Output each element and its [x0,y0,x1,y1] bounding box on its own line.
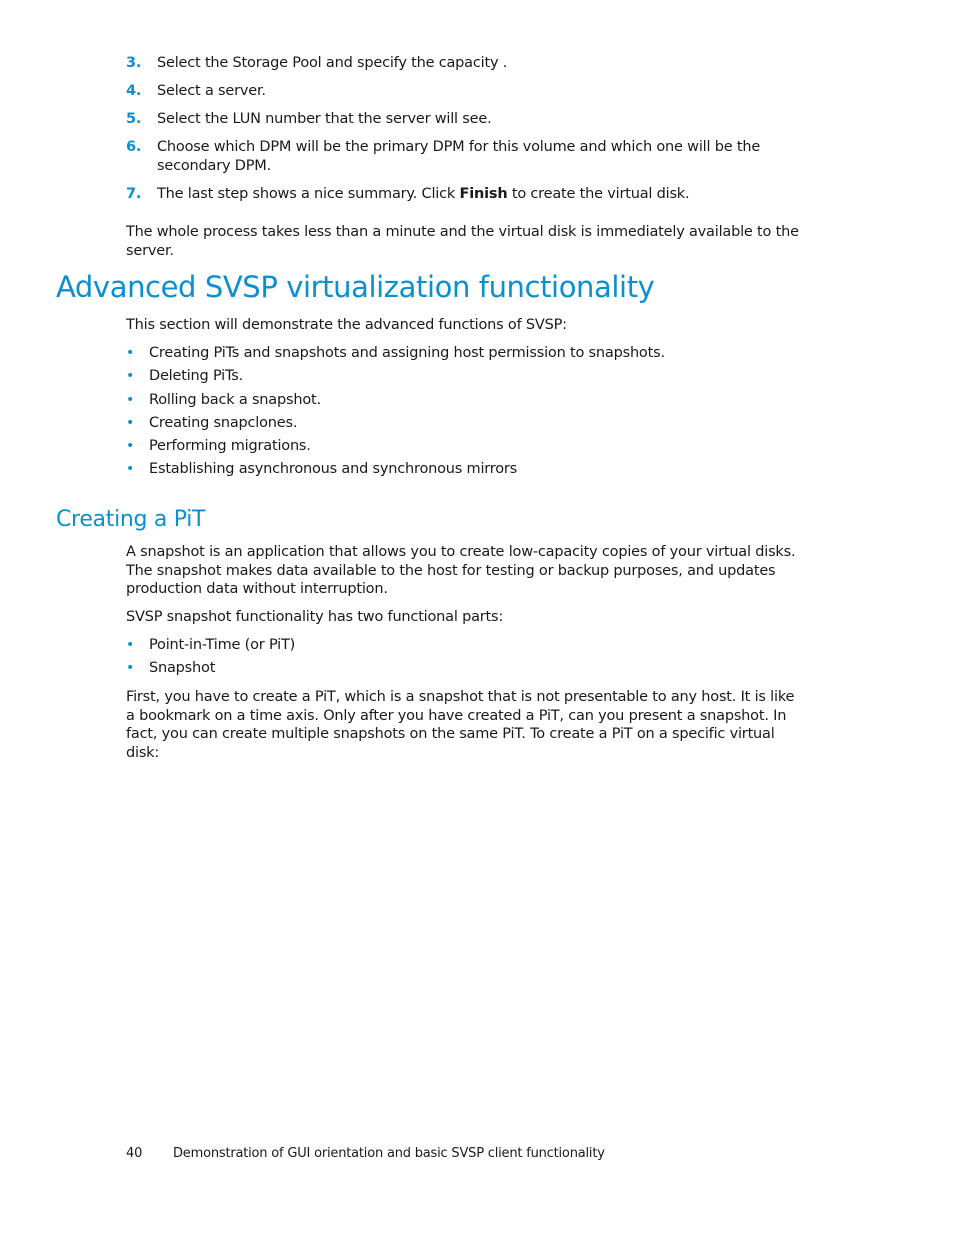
pit-paragraph: First, you have to create a PiT, which is a snapshot that is not presentable to any host. It is like a bookmark on a time axis. Only after you have created a PiT, can you present a snapshot. In fact, you can create multiple snapshots on the same PiT. To create a PiT on a specific virtual disk: [126,689,795,761]
list-item-text: Creating PiTs and snapshots and assigning host permission to snapshots. [149,345,665,361]
list-item-text: Snapshot [149,660,216,677]
page-number: 40 [126,1146,143,1161]
list-item-text: Creating snapclones. [149,414,298,431]
bullet-icon: • [126,660,135,677]
step-item [126,110,816,129]
advanced-functions-list [126,344,816,484]
list-item-text: Point-in-Time (or PiT) [149,637,296,653]
step-text-before: The last step shows a nice summary. Click [157,185,460,202]
step-item [126,138,816,175]
step-item [126,54,816,73]
step-number: 4. [126,83,142,99]
list-item [126,367,816,386]
step-item [126,82,816,101]
list-item [126,414,816,433]
list-item-text: Rolling back a snapshot. [149,391,321,408]
bullet-icon: • [126,414,135,431]
bullet-icon: • [126,368,135,385]
bullet-icon: • [126,391,135,408]
list-item [126,344,816,363]
step-item [126,185,816,204]
step-text: Select the LUN number that the server will see. [157,111,492,127]
step-text: Choose which DPM will be the primary DPM for this volume and which one will be the secondary DPM. [157,139,761,174]
snapshot-paragraph: A snapshot is an application that allows you to create low-capacity copies of your virtual disks. The snapshot makes data available to the host for testing or backup purposes, and updates production data without interruption. [126,544,796,597]
bullet-icon: • [126,438,135,455]
step-number: 3. [126,55,142,71]
bullet-icon: • [126,461,135,478]
list-item [126,391,816,410]
list-item [126,659,816,678]
subsection-heading: Creating a PiT [56,507,206,532]
step-text: Select a server. [157,83,266,99]
section-intro: This section will demonstrate the advanced functions of SVSP: [126,317,567,333]
list-item [126,460,816,479]
parts-intro: SVSP snapshot functionality has two functional parts: [126,609,504,625]
list-item-text: Deleting PiTs. [149,368,244,385]
bullet-icon: • [126,345,135,361]
step-number: 7. [126,185,142,202]
list-item-text: Performing migrations. [149,438,311,455]
finish-keyword: Finish [459,185,508,202]
list-item-text: Establishing asynchronous and synchronous mirrors [149,461,518,478]
list-item [126,437,816,456]
step-list [126,54,816,213]
page-footer [126,1145,605,1163]
process-note: The whole process takes less than a minute and the virtual disk is immediately available to the server. [126,224,799,259]
step-text-after: to create the virtual disk. [507,185,690,202]
section-heading: Advanced SVSP virtualization functionality [56,270,655,304]
step-number: 6. [126,139,142,155]
bullet-icon: • [126,637,135,653]
chapter-title: Demonstration of GUI orientation and basic SVSP client functionality [173,1146,605,1161]
step-number: 5. [126,111,142,127]
step-text: Select the Storage Pool and specify the capacity . [157,55,508,71]
list-item [126,636,816,655]
functional-parts-list [126,636,816,683]
